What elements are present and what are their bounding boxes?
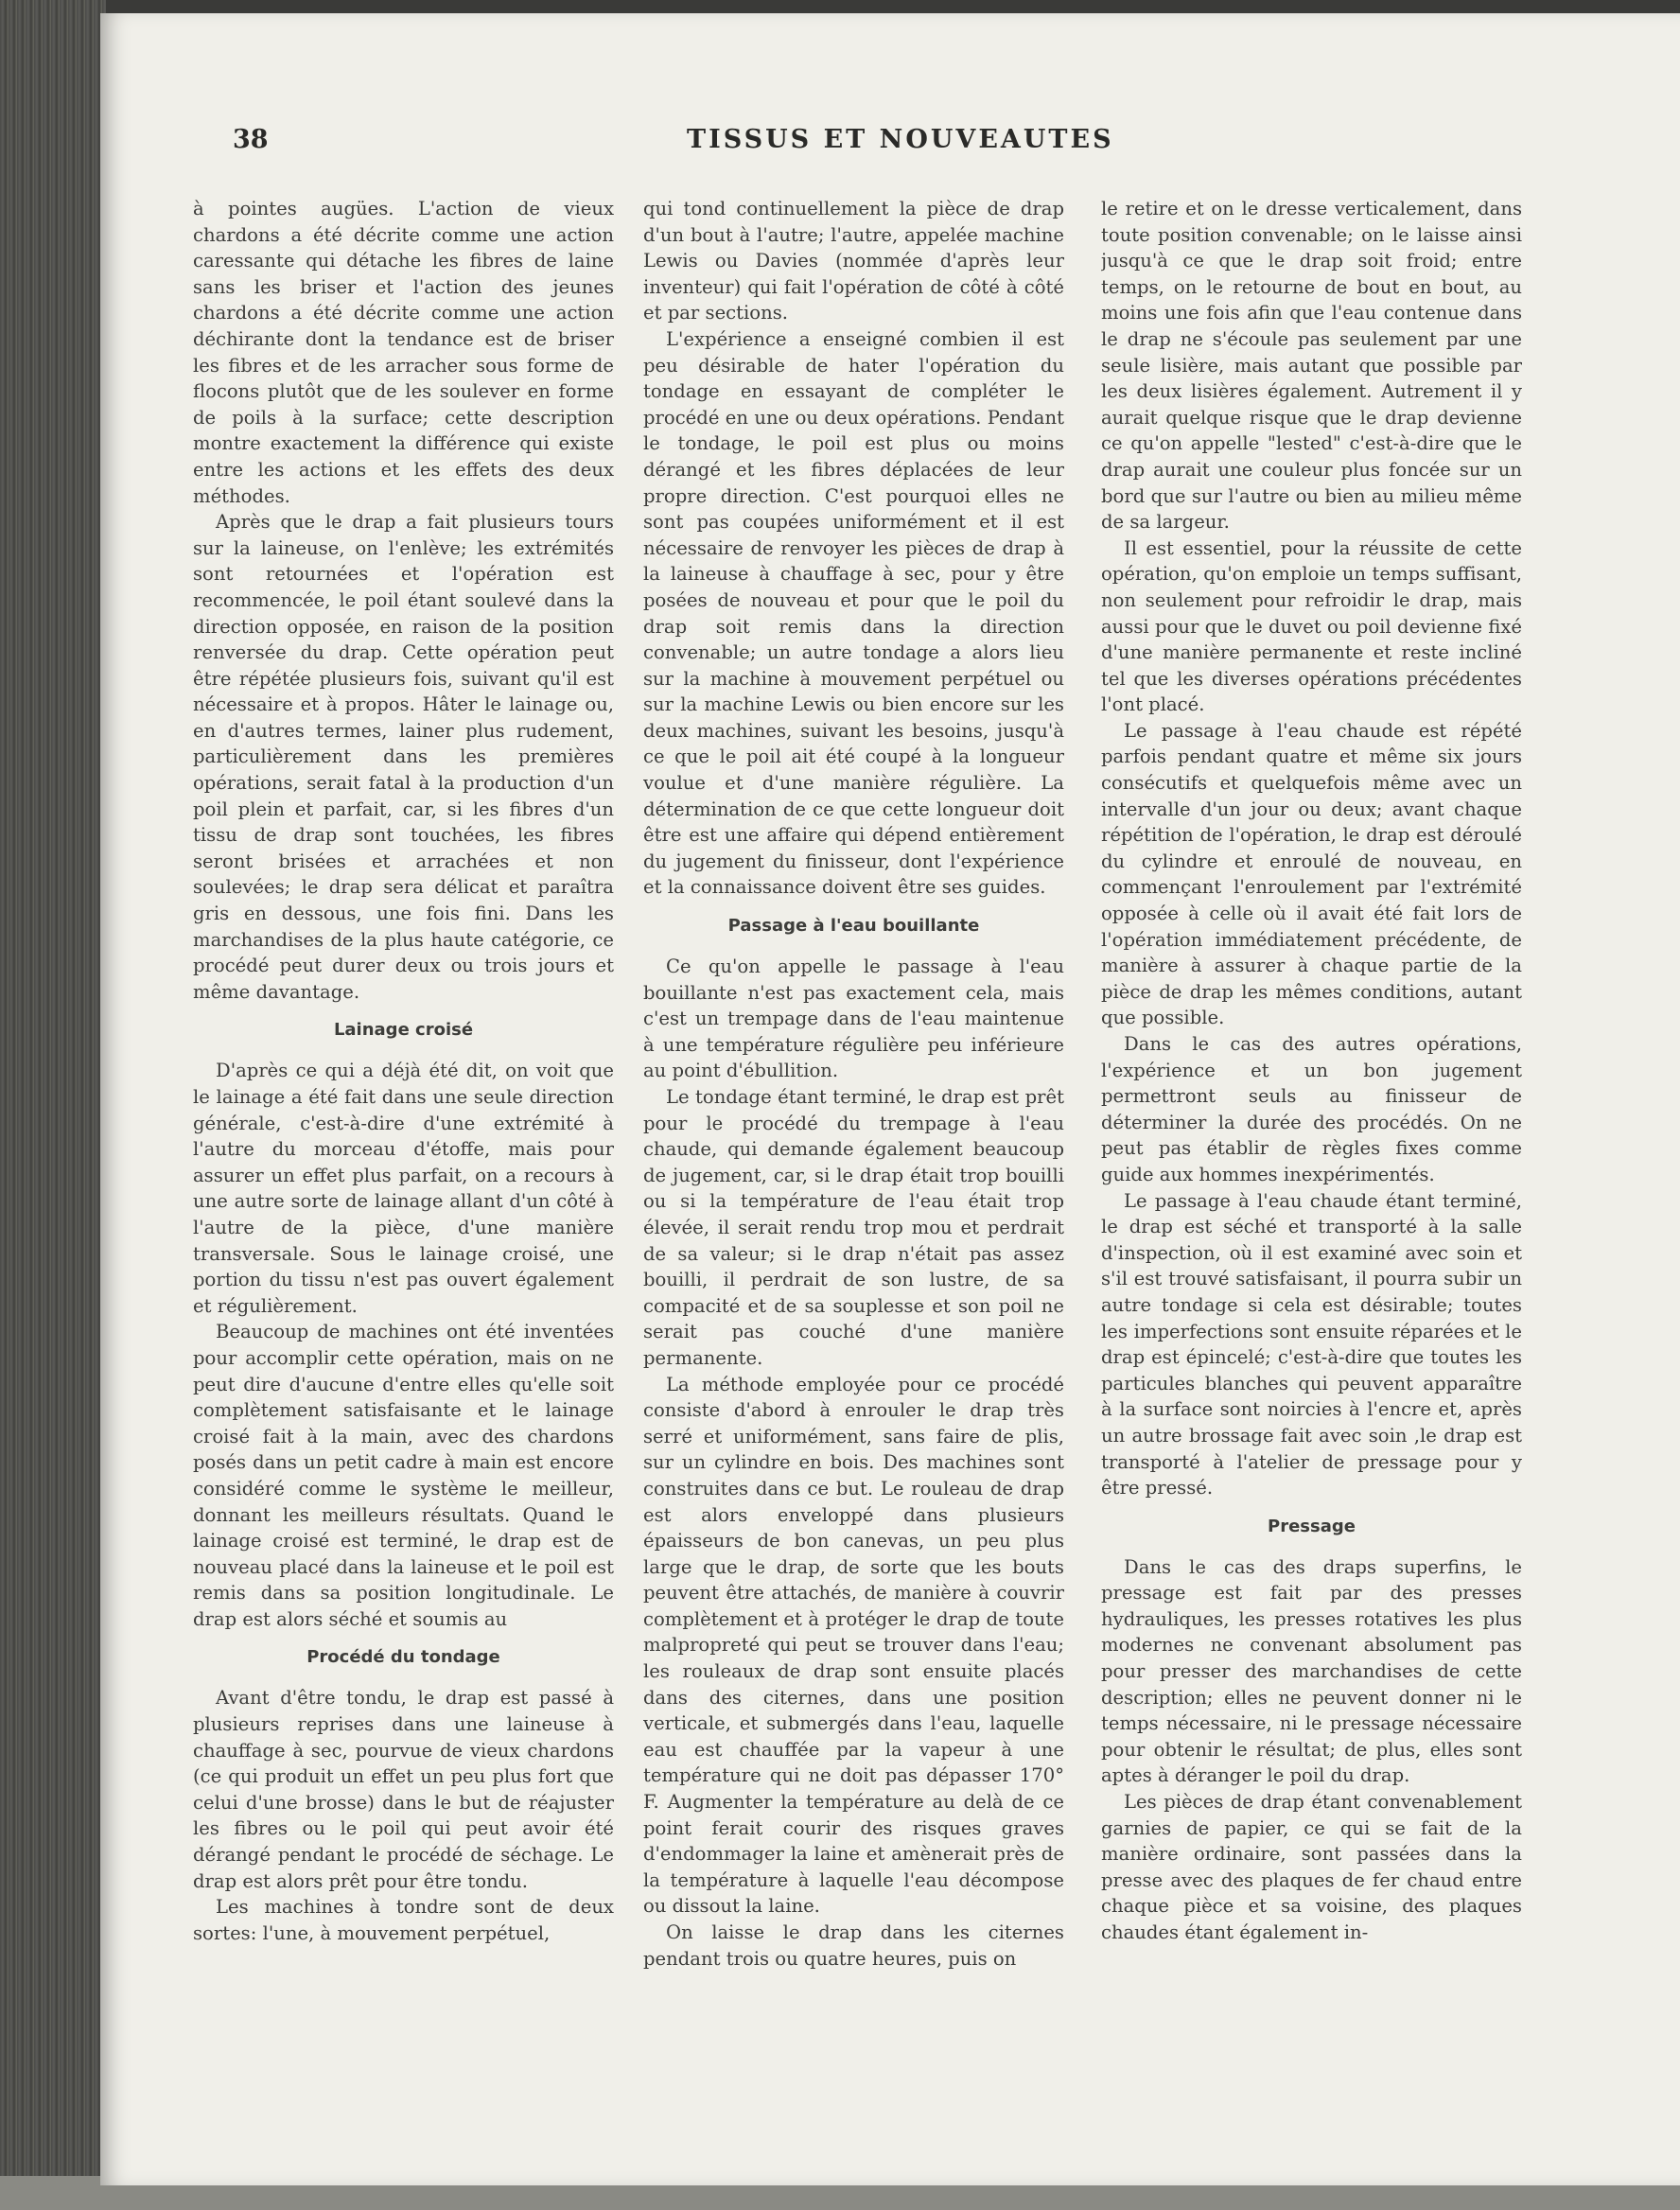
- body-paragraph: Il est essentiel, pour la réussite de cette opération, qu'on emploie un temps suffisant, non seulement pour refroidir le drap, mais aussi pour que le duvet ou poil devienne fixé d'une manière permanente et reste incliné tel que les diverses opérations précédentes l'ont placé.: [1101, 536, 1522, 716]
- body-paragraph: La méthode employée pour ce procédé consiste d'abord à enrouler le drap très serré et uniformément, sans faire de plis, sur un cylindre en bois. Des machines sont construites dans ce but. Le rouleau de drap est alors enveloppé dans plusieurs épaisseurs de bon canevas, un peu plus large que le drap, de sorte que les bouts peuvent être attachés, de manière à couvrir complètement et à protéger le drap de toute malpropreté qui peut se trouver dans l'eau; les rouleaux de drap sont ensuite placés dans des citernes, dans une position verticale, et submergés dans l'eau, laquelle eau est chauffée par la vapeur à une température qui ne doit pas dépasser 170° F. Augmenter la température au delà de ce point ferait courir des risques graves d'endommager la laine et amènerait près de la température à laquelle l'eau décompose ou dissout la laine.: [643, 1373, 1064, 1918]
- body-paragraph: Ce qu'on appelle le passage à l'eau bouillante n'est pas exactement cela, mais c'est un trempage dans de l'eau maintenue à une température régulière peu inférieure au point d'ébullition.: [643, 956, 1064, 1082]
- body-paragraph: Le tondage étant terminé, le drap est prêt pour le procédé du trempage à l'eau chaude, qui demande également beaucoup de jugement, car, si le drap était trop bouilli ou si la température de l'eau était trop élevée, il serait rendu trop mou et perdrait de sa valeur; si le drap n'était pas assez bouilli, il perdrait de son lustre, de sa compacité et de sa souplesse et son poil ne serait pas couché d'une manière permanente.: [643, 1086, 1064, 1369]
- body-paragraph: Le passage à l'eau chaude étant terminé, le drap est séché et transporté à la salle d'inspection, où il est examiné avec soin et s'il est trouvé satisfaisant, il pourra subir un autre tondage si cela est désirable; toutes les imperfections sont ensuite réparées et le drap est épincelé; c'est-à-dire que toutes les particules blanches qui peuvent apparaître à la surface sont noircies à l'encre et, après un autre brossage fait avec soin ,le drap est transporté à l'atelier de pressage pour y être pressé.: [1101, 1189, 1522, 1500]
- running-title: TISSUS ET NOUVEAUTES: [687, 125, 1114, 154]
- book-page: [100, 13, 1680, 2185]
- body-paragraph: Beaucoup de machines ont été inventées pour accomplir cette opération, mais on ne peut dire d'aucune d'entre elles qu'elle soit complètement satisfaisante et le lainage croisé fait à la main, avec des chardons posés dans un petit cadre à main est encore considéré comme le système le meilleur, donnant les meilleurs résultats. Quand le lainage croisé est terminé, le drap est de nouveau placé dans la laineuse et le poil est remis dans sa position longitudinale. Le drap est alors séché et soumis au: [193, 1321, 614, 1630]
- body-paragraph: Dans le cas des draps superfins, le pressage est fait par des presses hydrauliques, les presses rotatives les plus modernes ne convenant absolument pas pour presser des marchandises de cette description; elles ne peuvent donner ni le temps nécessaire, ni le pressage nécessaire pour obtenir le résultat; de plus, elles sont aptes à déranger le poil du drap.: [1101, 1555, 1522, 1787]
- body-paragraph: Les pièces de drap étant convenablement garnies de papier, ce qui se fait de la manière ordinaire, sont passées dans la presse avec des plaques de fer chaud entre chaque pièce et sa voisine, des plaques chaudes étant également in-: [1101, 1791, 1522, 1943]
- body-paragraph: Après que le drap a fait plusieurs tours sur la laineuse, on l'enlève; les extrémités sont retournées et l'opération est recommencée, le poil étant soulevé dans la direction opposée, en raison de la position renversée du drap. Cette opération peut être répétée plusieurs fois, suivant qu'il est nécessaire et à propos. Hâter le lainage ou, en d'autres termes, lainer plus rudement, particulièrement dans les premières opérations, serait fatal à la production d'un poil plein et parfait, car, si les fibres d'un tissu de drap sont touchées, les fibres seront brisées et arrachées et non soulevées; le drap sera délicat et paraîtra gris en dessous, une fois fini. Dans les marchandises de la plus haute catégorie, ce procédé peut durer deux ou trois jours et même davantage.: [193, 511, 614, 1003]
- text-column-left: [193, 196, 614, 2164]
- body-paragraph: Dans le cas des autres opérations, l'expérience et un bon jugement permettront seuls au finisseur de déterminer la durée des procédés. On ne peut pas établir de règles fixes comme guide aux hommes inexpérimentés.: [1101, 1033, 1522, 1185]
- section-heading: Lainage croisé: [333, 1020, 474, 1041]
- body-paragraph: qui tond continuellement la pièce de drap d'un bout à l'autre; l'autre, appelée machine Lewis ou Davies (nommée d'après leur inventeur) qui fait l'opération de côté à côté et par sections.: [643, 198, 1064, 324]
- body-paragraph: D'après ce qui a déjà été dit, on voit que le lainage a été fait dans une seule direction générale, c'est-à-dire d'une extrémité à l'autre du morceau d'étoffe, mais pour assurer un effet plus parfait, on a recours à une autre sorte de lainage allant d'un côté à l'autre de la pièce, d'une manière transversale. Sous le lainage croisé, une portion du tissu n'est pas ouvert également et régulièrement.: [193, 1060, 614, 1317]
- body-paragraph: le retire et on le dresse verticalement, dans toute position convenable; on le laisse ainsi jusqu'à ce que le drap soit froid; entre temps, on le retourne de bout en bout, au moins une fois afin que l'eau contenue dans le drap ne s'écoule pas seulement par une seule lisière, mais autant que possible par les deux lisières également. Autrement il y aurait quelque risque que le drap devienne ce qu'on appelle "lested" c'est-à-dire que le drap aurait une couleur plus foncée sur un bord que sur l'autre ou bien au milieu même de sa largeur.: [1101, 198, 1522, 534]
- page-number: 38: [233, 125, 269, 154]
- section-heading: Pressage: [1268, 1516, 1356, 1536]
- body-paragraph: Avant d'être tondu, le drap est passé à plusieurs reprises dans une laineuse à chauffage à sec, pourvue de vieux chardons (ce qui produit un effet un peu plus fort que celui d'une brosse) dans le but de réajuster les fibres ou le poil qui peut avoir été dérangé pendant le procédé de séchage. Le drap est alors prêt pour être tondu.: [193, 1687, 614, 1892]
- body-paragraph: On laisse le drap dans les citernes pendant trois ou quatre heures, puis on: [643, 1921, 1064, 1970]
- section-heading: Procédé du tondage: [306, 1647, 500, 1668]
- text-column-middle: [643, 196, 1064, 2164]
- body-paragraph: Les machines à tondre sont de deux sortes: l'une, à mouvement perpétuel,: [193, 1896, 614, 1944]
- page-header: [100, 125, 1680, 172]
- body-paragraph: L'expérience a enseigné combien il est peu désirable de hater l'opération du tondage en essayant de compléter le procédé en une ou deux opérations. Pendant le tondage, le poil est plus ou moins dérangé et les fibres déplacées de leur propre direction. C'est pourquoi elles ne sont pas coupées uniformément et il est nécessaire de renvoyer les pièces de drap à la laineuse à chauffage à sec, pour y être posées de nouveau et pour que le poil du drap soit remis dans la direction convenable; un autre tondage a alors lieu sur la machine à mouvement perpétuel ou sur la machine Lewis ou bien encore sur les deux machines, suivant les besoins, jusqu'à ce que le poil ait été coupé à la longueur voulue et d'une manière régulière. La détermination de ce que cette longueur doit être est une affaire qui dépend entièrement du jugement du finisseur, dont l'expérience et la connaissance doivent être ses guides.: [643, 327, 1064, 899]
- text-column-right: [1101, 196, 1522, 2164]
- section-heading: Passage à l'eau bouillante: [727, 916, 980, 937]
- body-paragraph: à pointes augües. L'action de vieux chardons a été décrite comme une action caressante qui détache les fibres de laine sans les briser et l'action des jeunes chardons a été décrite comme une action déchirante dont la tendance est de briser les fibres et de les arracher sous forme de flocons plutôt que de les soulever en forme de poils à la surface; cette description montre exactement la différence qui existe entre les actions et les effets des deux méthodes.: [193, 198, 614, 507]
- book-page-edges: [0, 0, 106, 2210]
- body-paragraph: Le passage à l'eau chaude est répété parfois pendant quatre et même six jours consécutifs et quelquefois même avec un intervalle d'un jour ou deux; avant chaque répétition de l'opération, le drap est déroulé du cylindre et enroulé de nouveau, en commençant l'enroulement par l'extrémité opposée à celle où il avait été fait lors de l'opération immédiatement précédente, de manière à assurer à chaque partie de la pièce de drap les mêmes conditions, autant que possible.: [1101, 719, 1522, 1029]
